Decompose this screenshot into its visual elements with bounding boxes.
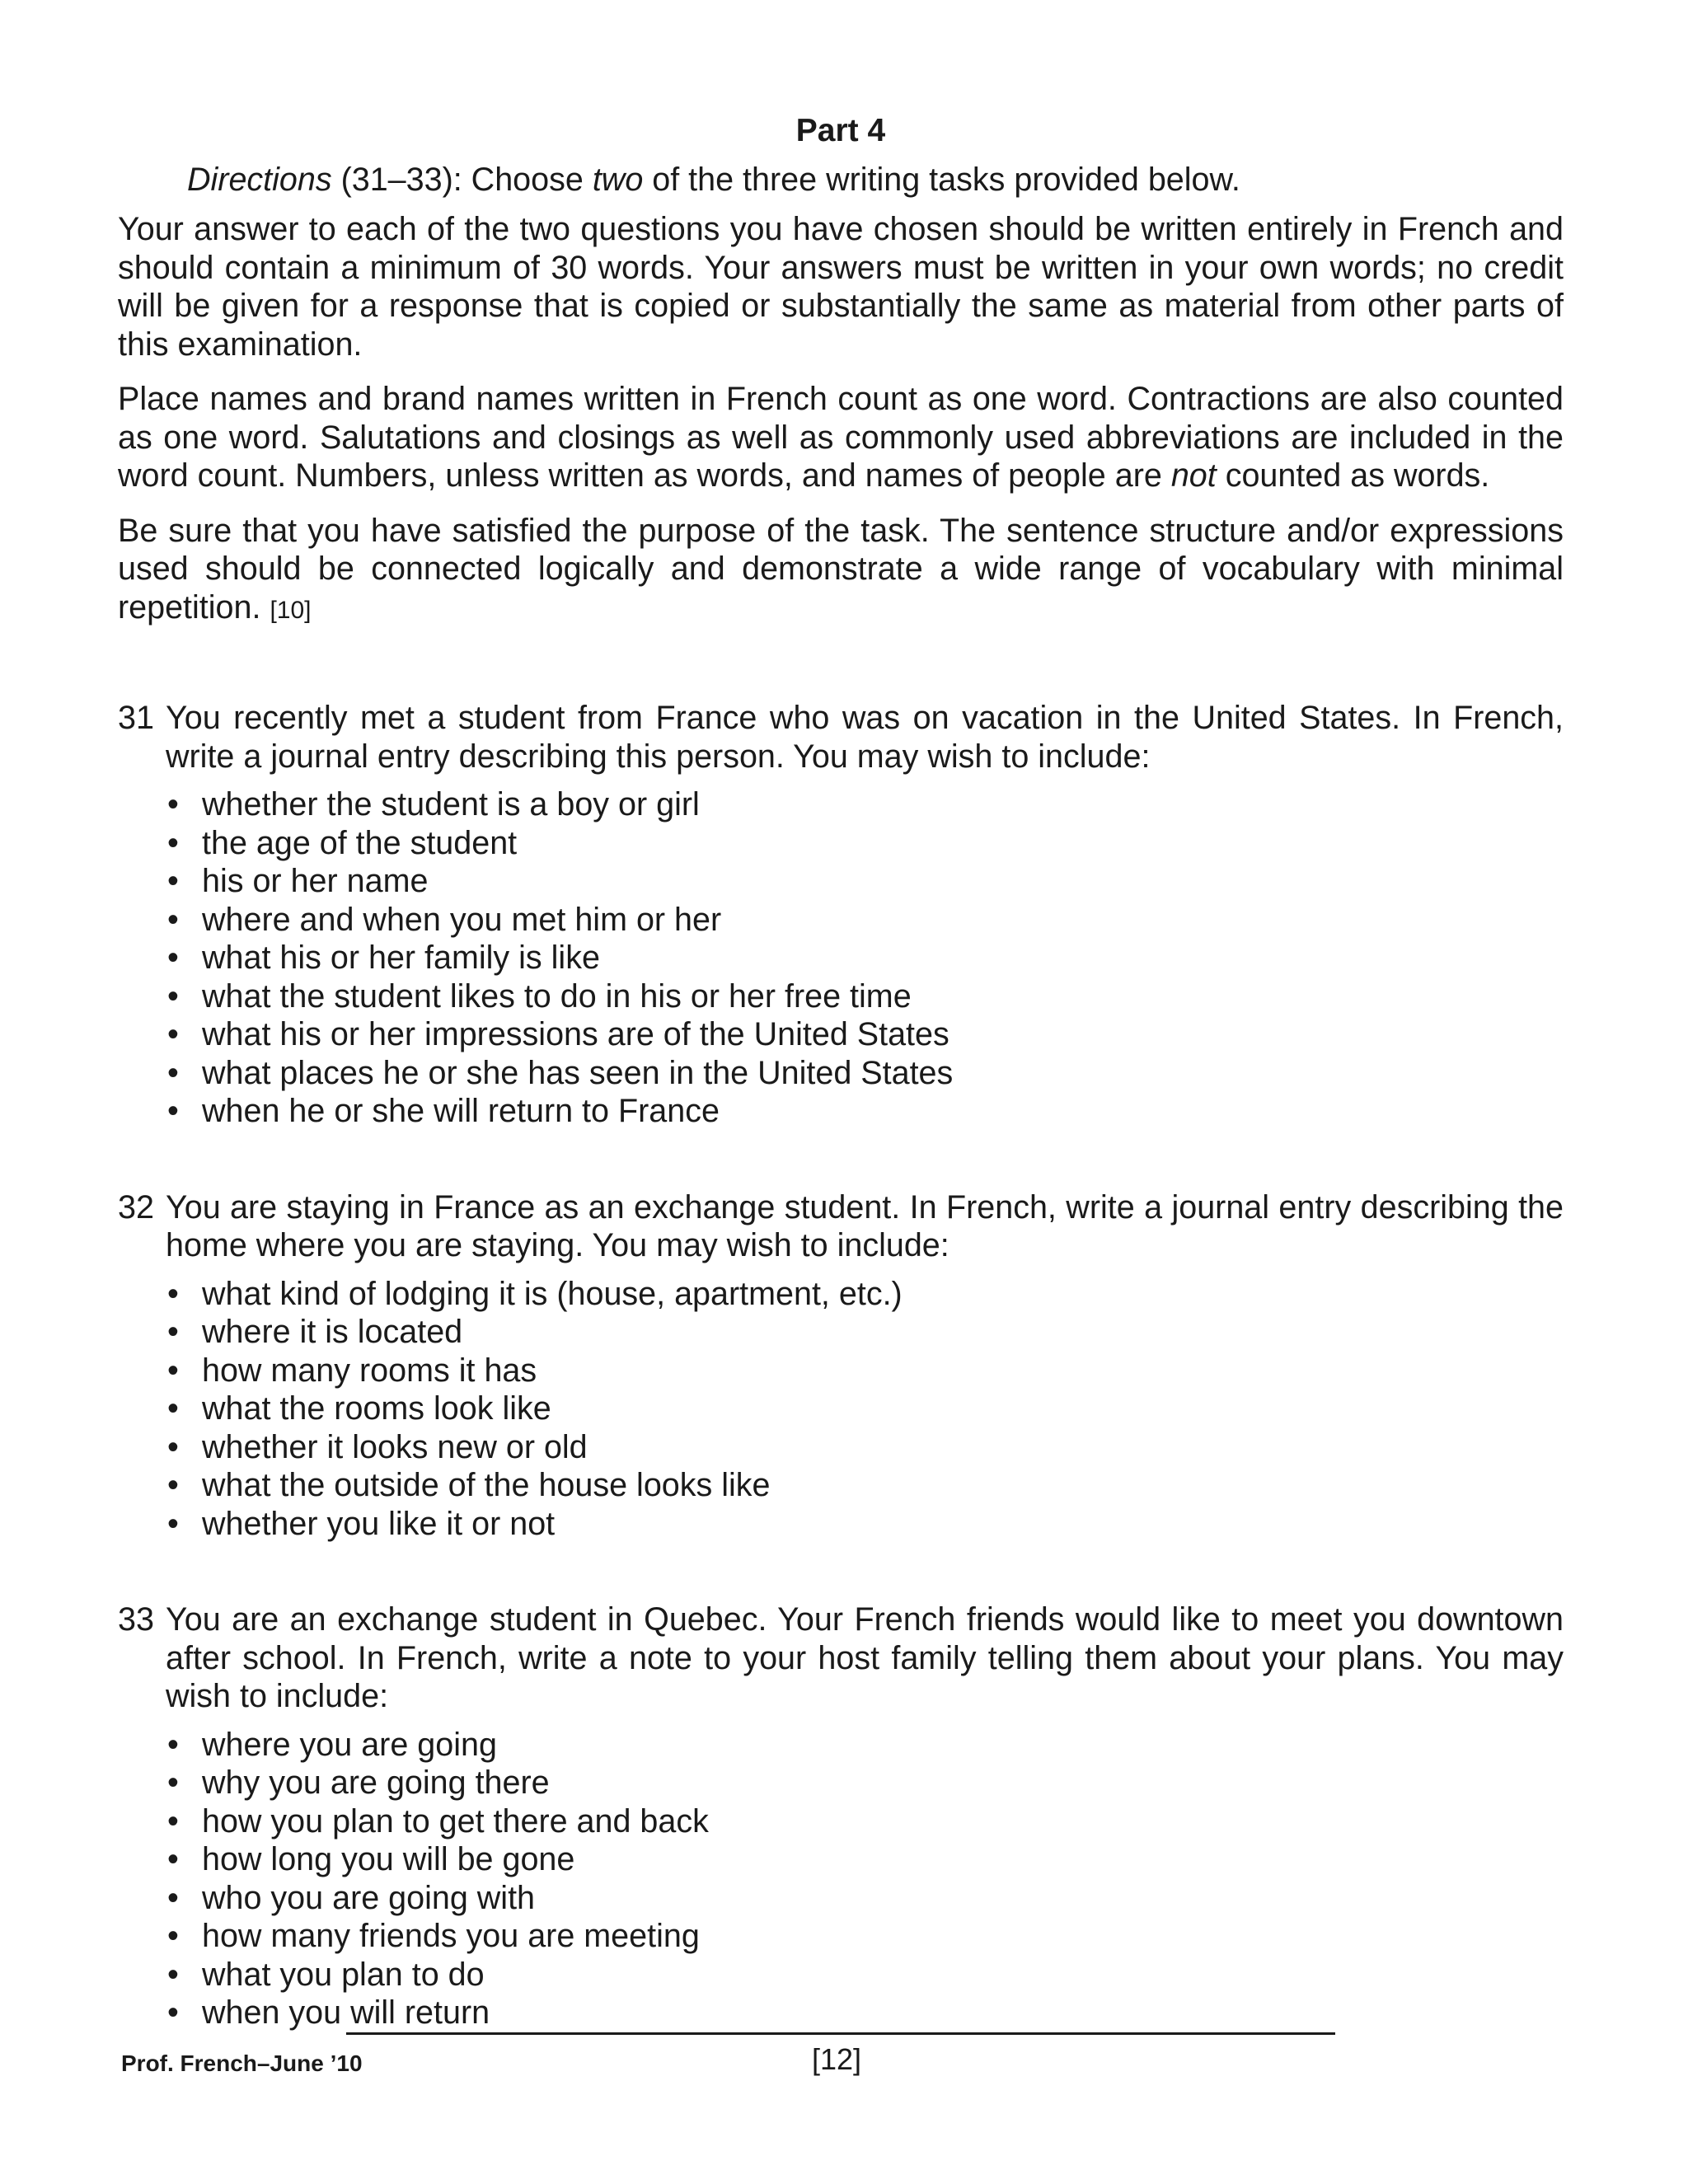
list-item: • what his or her family is like [166,939,1564,977]
directions-label: Directions [187,161,332,198]
list-item: • how many friends you are meeting [166,1917,1564,1956]
list-item: • when you will return [166,1994,1564,2032]
list-item: • whether you like it or not [166,1505,1564,1544]
list-item: • whether it looks new or old [166,1428,1564,1467]
question-number: 32 [118,1188,154,1226]
directions-emph: two [592,161,644,198]
question-prompt: You are an exchange student in Quebec. Your French friends would like to meet you downtown after school. In French, write a note to your host family telling them about your plans. You may wish to include: [166,1601,1564,1714]
list-item: • why you are going there [166,1764,1564,1802]
question-number: 31 [118,700,154,736]
list-item: • how you plan to get there and back [166,1802,1564,1841]
directions-rest: of the three writing tasks provided below. [643,161,1240,198]
list-item: • what you plan to do [166,1956,1564,1994]
list-item: • what places he or she has seen in the United States [166,1054,1564,1093]
instructions-paragraph-1: Your answer to each of the two questions you have chosen should be written entirely in French and should contain a minimum of 30 words. Your answers must be written in your own words; no credit will be given for a response that is copied or substantially the same as material from other parts of this examination. [118,211,1564,363]
instructions-paragraph-2 [118,380,1564,495]
list-item: • where and when you met him or her [166,901,1564,940]
list-item: • what the rooms look like [166,1390,1564,1428]
list-item: • his or her name [166,862,1564,901]
footer-divider [346,2032,1335,2035]
list-item: • whether the student is a boy or girl [166,785,1564,824]
directions [187,161,1564,199]
list-item: • when he or she will return to France [166,1092,1564,1131]
list-item: • where you are going [166,1726,1564,1765]
question-prompt: You are staying in France as an exchange student. In French, write a journal entry describing the home where you are staying. You may wish to include: [166,1188,1564,1263]
question-32-bullets [166,1275,1564,1544]
page-content [118,112,1564,2032]
footer-exam-label: Prof. French–June ’10 [121,2050,363,2076]
question-33 [118,1601,1564,2032]
points-value: [10] [270,596,312,624]
list-item: • what his or her impressions are of the United States [166,1015,1564,1054]
paragraph-2-end: counted as words. [1216,457,1490,494]
list-item: • the age of the student [166,824,1564,863]
instructions-paragraph-3 [118,512,1564,630]
list-item: • where it is located [166,1313,1564,1352]
question-31-bullets [166,785,1564,1131]
question-32 [118,1188,1564,1544]
list-item: • what kind of lodging it is (house, apartment, etc.) [166,1275,1564,1314]
directions-range: (31–33): Choose [331,161,593,198]
paragraph-2-emph: not [1170,457,1217,494]
list-item: • who you are going with [166,1879,1564,1918]
paragraph-3-text: Be sure that you have satisfied the purpose of the task. The sentence structure and/or expressions used should be connected logically and demonstrate a wide range of vocabulary with minimal repetition. [118,512,1564,626]
paragraph-2-text: Place names and brand names written in French count as one word. Contractions are also counted as one word. Salutations and closings as well as commonly used abbreviations are included in the word count. Numbers, unless written as words, and names of people are [118,381,1564,494]
part-title: Part 4 [795,113,886,148]
question-prompt: You recently met a student from France who was on vacation in the United States. In French, write a journal entry describing this person. You may wish to include: [166,700,1564,775]
question-31 [118,699,1564,1131]
list-item: • how long you will be gone [166,1840,1564,1879]
page-number: [12] [812,2042,862,2076]
list-item: • how many rooms it has [166,1352,1564,1390]
list-item: • what the outside of the house looks like [166,1466,1564,1505]
question-33-bullets [166,1726,1564,2032]
list-item: • what the student likes to do in his or her free time [166,977,1564,1016]
question-number: 33 [118,1601,154,1638]
